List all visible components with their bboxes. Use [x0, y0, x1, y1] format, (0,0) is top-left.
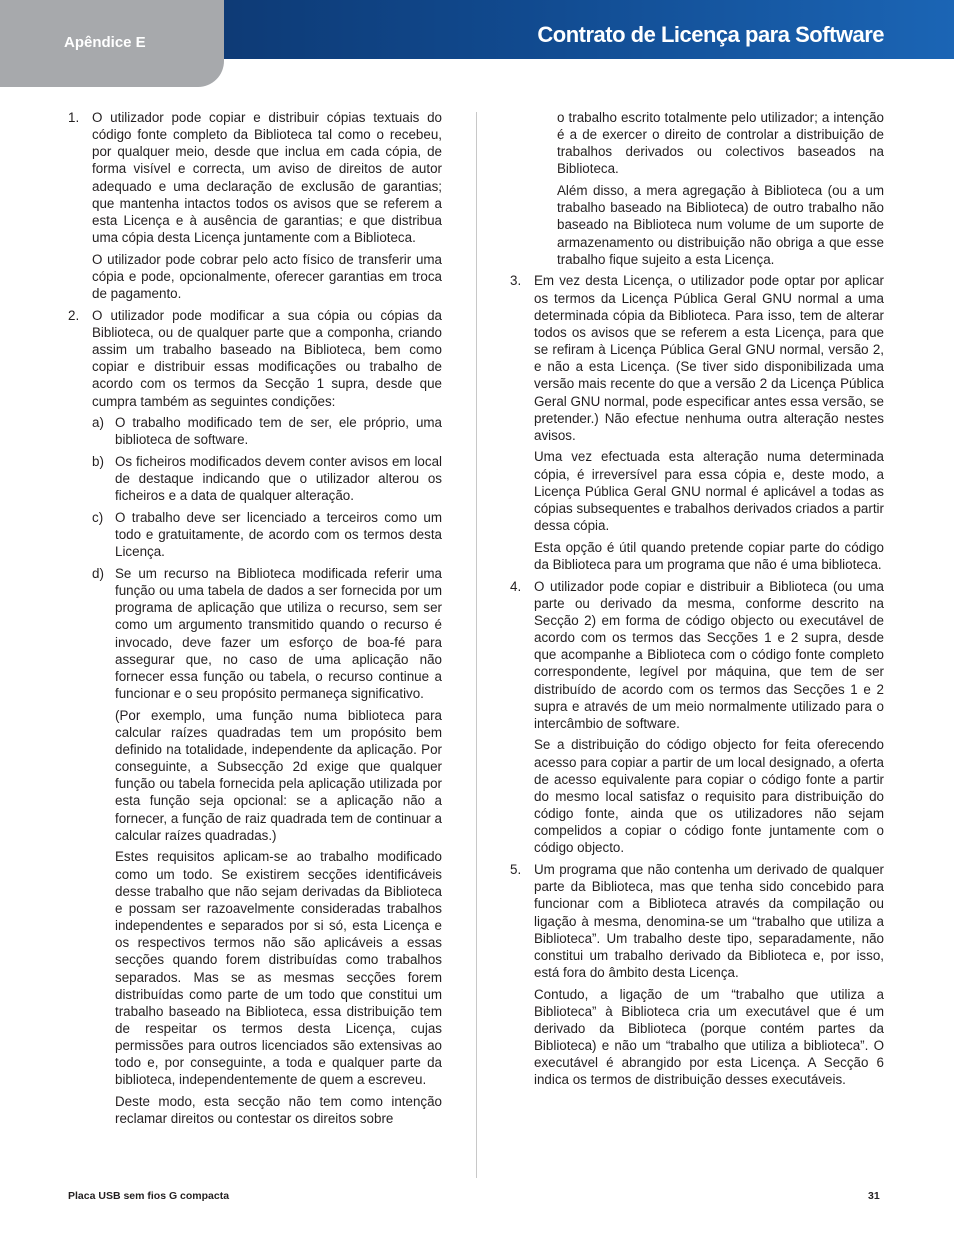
- paragraph: O trabalho modificado tem de ser, ele próprio, uma biblioteca de software.: [115, 415, 442, 448]
- right-column: [510, 109, 884, 1093]
- paragraph: O utilizador pode copiar e distribuir cópias textuais do código fonte completo da Biblioteca tal como o recebeu, por qualquer meio, desde que inclua em cada cópia, de forma visível e correcta, um aviso de direitos de autor adequado e uma declaração de exclusão de garantias; que mantenha intactos todos os avisos que se referem a esta Licença e à ausência de garantias; e que distribua uma cópia desta Licença juntamente com a Biblioteca.: [92, 110, 442, 246]
- paragraph: Esta opção é útil quando pretende copiar parte do código da Biblioteca para um programa que não é uma biblioteca.: [534, 539, 884, 572]
- sub-item-c: [92, 509, 442, 560]
- list-item-4: [510, 578, 884, 857]
- list-item-2: [68, 307, 442, 1128]
- paragraph: (Por exemplo, uma função numa biblioteca para calcular raízes quadradas tem um propósito bem definido na totalidade, independente da aplicação. Por conseguinte, a Subsecção 2d exige que qualquer função ou tabela fornecida pela aplicação utilizada por esta função seja opcional: se a aplicação não a fornecer, a função de raiz quadrada tem de continuar a calcular raízes quadradas.): [115, 707, 442, 843]
- paragraph: Estes requisitos aplicam-se ao trabalho modificado como um todo. Se existirem secções identificáveis desse trabalho que não sejam derivadas da Biblioteca e possam ser razoavelmente consideradas trabalhos independentes e separados por si só, esta Licença e os respectivos termos não são aplicáveis a essas secções quando forem distribuídas como trabalhos separados. Mas se as mesmas secções forem distribuídas como parte de um todo que constitui um trabalho baseado na Biblioteca, essa distribuição tem de respeitar os termos desta Licença, cujas permissões para outros licenciados são extensivas ao todo e, por conseguinte, a toda e qualquer parte da biblioteca, independentemente de quem a escreveu.: [115, 849, 442, 1088]
- paragraph: Se um recurso na Biblioteca modificada referir uma função ou uma tabela de dados a ser fornecida por um programa de aplicação que utiliza o recurso, sem ser como um argumento transmitido quando o recurso é invocado, deve fazer um esforço de boa-fé para assegurar que, no caso de uma aplicação não fornecer essa função ou tabela, o recurso continue a funcionar e o seu propósito permaneça significativo.: [115, 565, 442, 701]
- item-number: 1.: [68, 110, 80, 125]
- sub-item-letter: d): [92, 565, 104, 581]
- list-item-1: [68, 109, 442, 302]
- item-number: 3.: [510, 273, 522, 289]
- list-item-5: [510, 861, 884, 1089]
- paragraph: Um programa que não contenha um derivado de qualquer parte da Biblioteca, mas que tenha sido concebido para funcionar com a Biblioteca através da compilação ou ligação à mesma, denomina-se um “trabalho que utiliza a Biblioteca”. Um trabalho deste tipo, separadamente, não constitui um trabalho derivado da Biblioteca e, por isso, está fora do âmbito desta Licença.: [534, 862, 884, 980]
- paragraph: O utilizador pode cobrar pelo acto físico de transferir uma cópia e pode, opcionalmente, oferecer garantias em troca de pagamento.: [92, 251, 442, 302]
- column-divider: [476, 112, 477, 1178]
- paragraph: Deste modo, esta secção não tem como intenção reclamar direitos ou contestar os direitos sobre: [115, 1094, 442, 1127]
- item-number: 4.: [510, 578, 522, 594]
- sub-item-letter: b): [92, 453, 104, 469]
- list-item-3: [510, 272, 884, 573]
- sub-item-d: [92, 565, 442, 1128]
- appendix-tab: [0, 0, 224, 87]
- document-title: Contrato de Licença para Software: [537, 22, 884, 47]
- paragraph: Contudo, a ligação de um “trabalho que utiliza a Biblioteca” à Biblioteca cria um executável que é um derivado da Biblioteca (porque contém partes da Biblioteca) e não um “trabalho que utiliza a biblioteca”. O executável é abrangido por esta Licença. A Secção 6 indica os termos de distribuição desses executáveis.: [534, 986, 884, 1088]
- paragraph: Se a distribuição do código objecto for feita oferecendo acesso para copiar a partir de um local designado, a oferta de acesso equivalente para copiar o código fonte a partir do mesmo local satisfaz o requisito para distribuição do código fonte, ainda que os utilizadores não sejam compelidos a copiar o código fonte juntamente com o código objecto.: [534, 737, 884, 856]
- paragraph: O utilizador pode modificar a sua cópia ou cópias da Biblioteca, ou de qualquer parte que a componha, criando assim um trabalho baseado na Biblioteca, bem como copiar e distribuir essas modificações ou trabalho de acordo com os termos da Secção 1 supra, desde que cumpra também as seguintes condições:: [92, 307, 442, 409]
- paragraph: Além disso, a mera agregação à Biblioteca (ou a um trabalho baseado na Biblioteca) de outro trabalho não baseado na Biblioteca num volume de um suporte de armazenamento ou distribuição não obriga a que esse trabalho fique sujeito a esta Licença.: [557, 183, 884, 267]
- paragraph: O trabalho deve ser licenciado a terceiros como um todo e gratuitamente, de acordo com os termos desta Licença.: [115, 509, 442, 560]
- appendix-label: Apêndice E: [64, 34, 146, 51]
- continued-text: [510, 109, 884, 268]
- sub-item-letter: a): [92, 415, 104, 431]
- sub-item-letter: c): [92, 509, 104, 525]
- sub-item-a: [92, 414, 442, 448]
- paragraph: O utilizador pode copiar e distribuir a Biblioteca (ou uma parte ou derivado da mesma, conforme descrito na Secção 2) em forma de código objecto ou executável de acordo com os termos das Secções 1 e 2 supra, desde que acompanhe a Biblioteca com o código fonte completo correspondente, legível por máquina, que tem de ser distribuído de acordo com os termos das Secções 1 e 2 supra e através de um meio normalmente utilizado para o intercâmbio de software.: [534, 578, 884, 731]
- left-column: [68, 109, 442, 1132]
- paragraph: Em vez desta Licença, o utilizador pode optar por aplicar os termos da Licença Pública Geral GNU normal a uma determinada cópia da Biblioteca. Para isso, tem de alterar todos os avisos que se referem a esta Licença, para que se refiram à Licença Pública Geral GNU normal, versão 2, e não a esta Licença. (Se tiver sido disponibilizada uma versão mais recente do que a versão 2 da Licença Pública Geral GNU normal, pode especificar antes essa versão, se pretender.) Não efectue nenhuma outra alteração nestes avisos.: [534, 273, 884, 443]
- page-number: 31: [868, 1190, 880, 1202]
- paragraph: o trabalho escrito totalmente pelo utilizador; a intenção é a de exercer o direito de controlar a distribuição de trabalhos derivados ou colectivos baseados na Biblioteca.: [557, 110, 884, 177]
- item-number: 2.: [68, 307, 80, 323]
- sub-item-b: [92, 453, 442, 504]
- item-number: 5.: [510, 862, 522, 878]
- paragraph: Os ficheiros modificados devem conter avisos em local de destaque indicando que o utilizador alterou os ficheiros e a data de qualquer alteração.: [115, 453, 442, 504]
- paragraph: Uma vez efectuada esta alteração numa determinada cópia, é irreversível para essa cópia e, deste modo, a Licença Pública Geral GNU normal é aplicável a todas as cópias subsequentes e trabalhos derivados criados a partir dessa cópia.: [534, 449, 884, 534]
- footer-product-name: Placa USB sem fios G compacta: [68, 1190, 230, 1202]
